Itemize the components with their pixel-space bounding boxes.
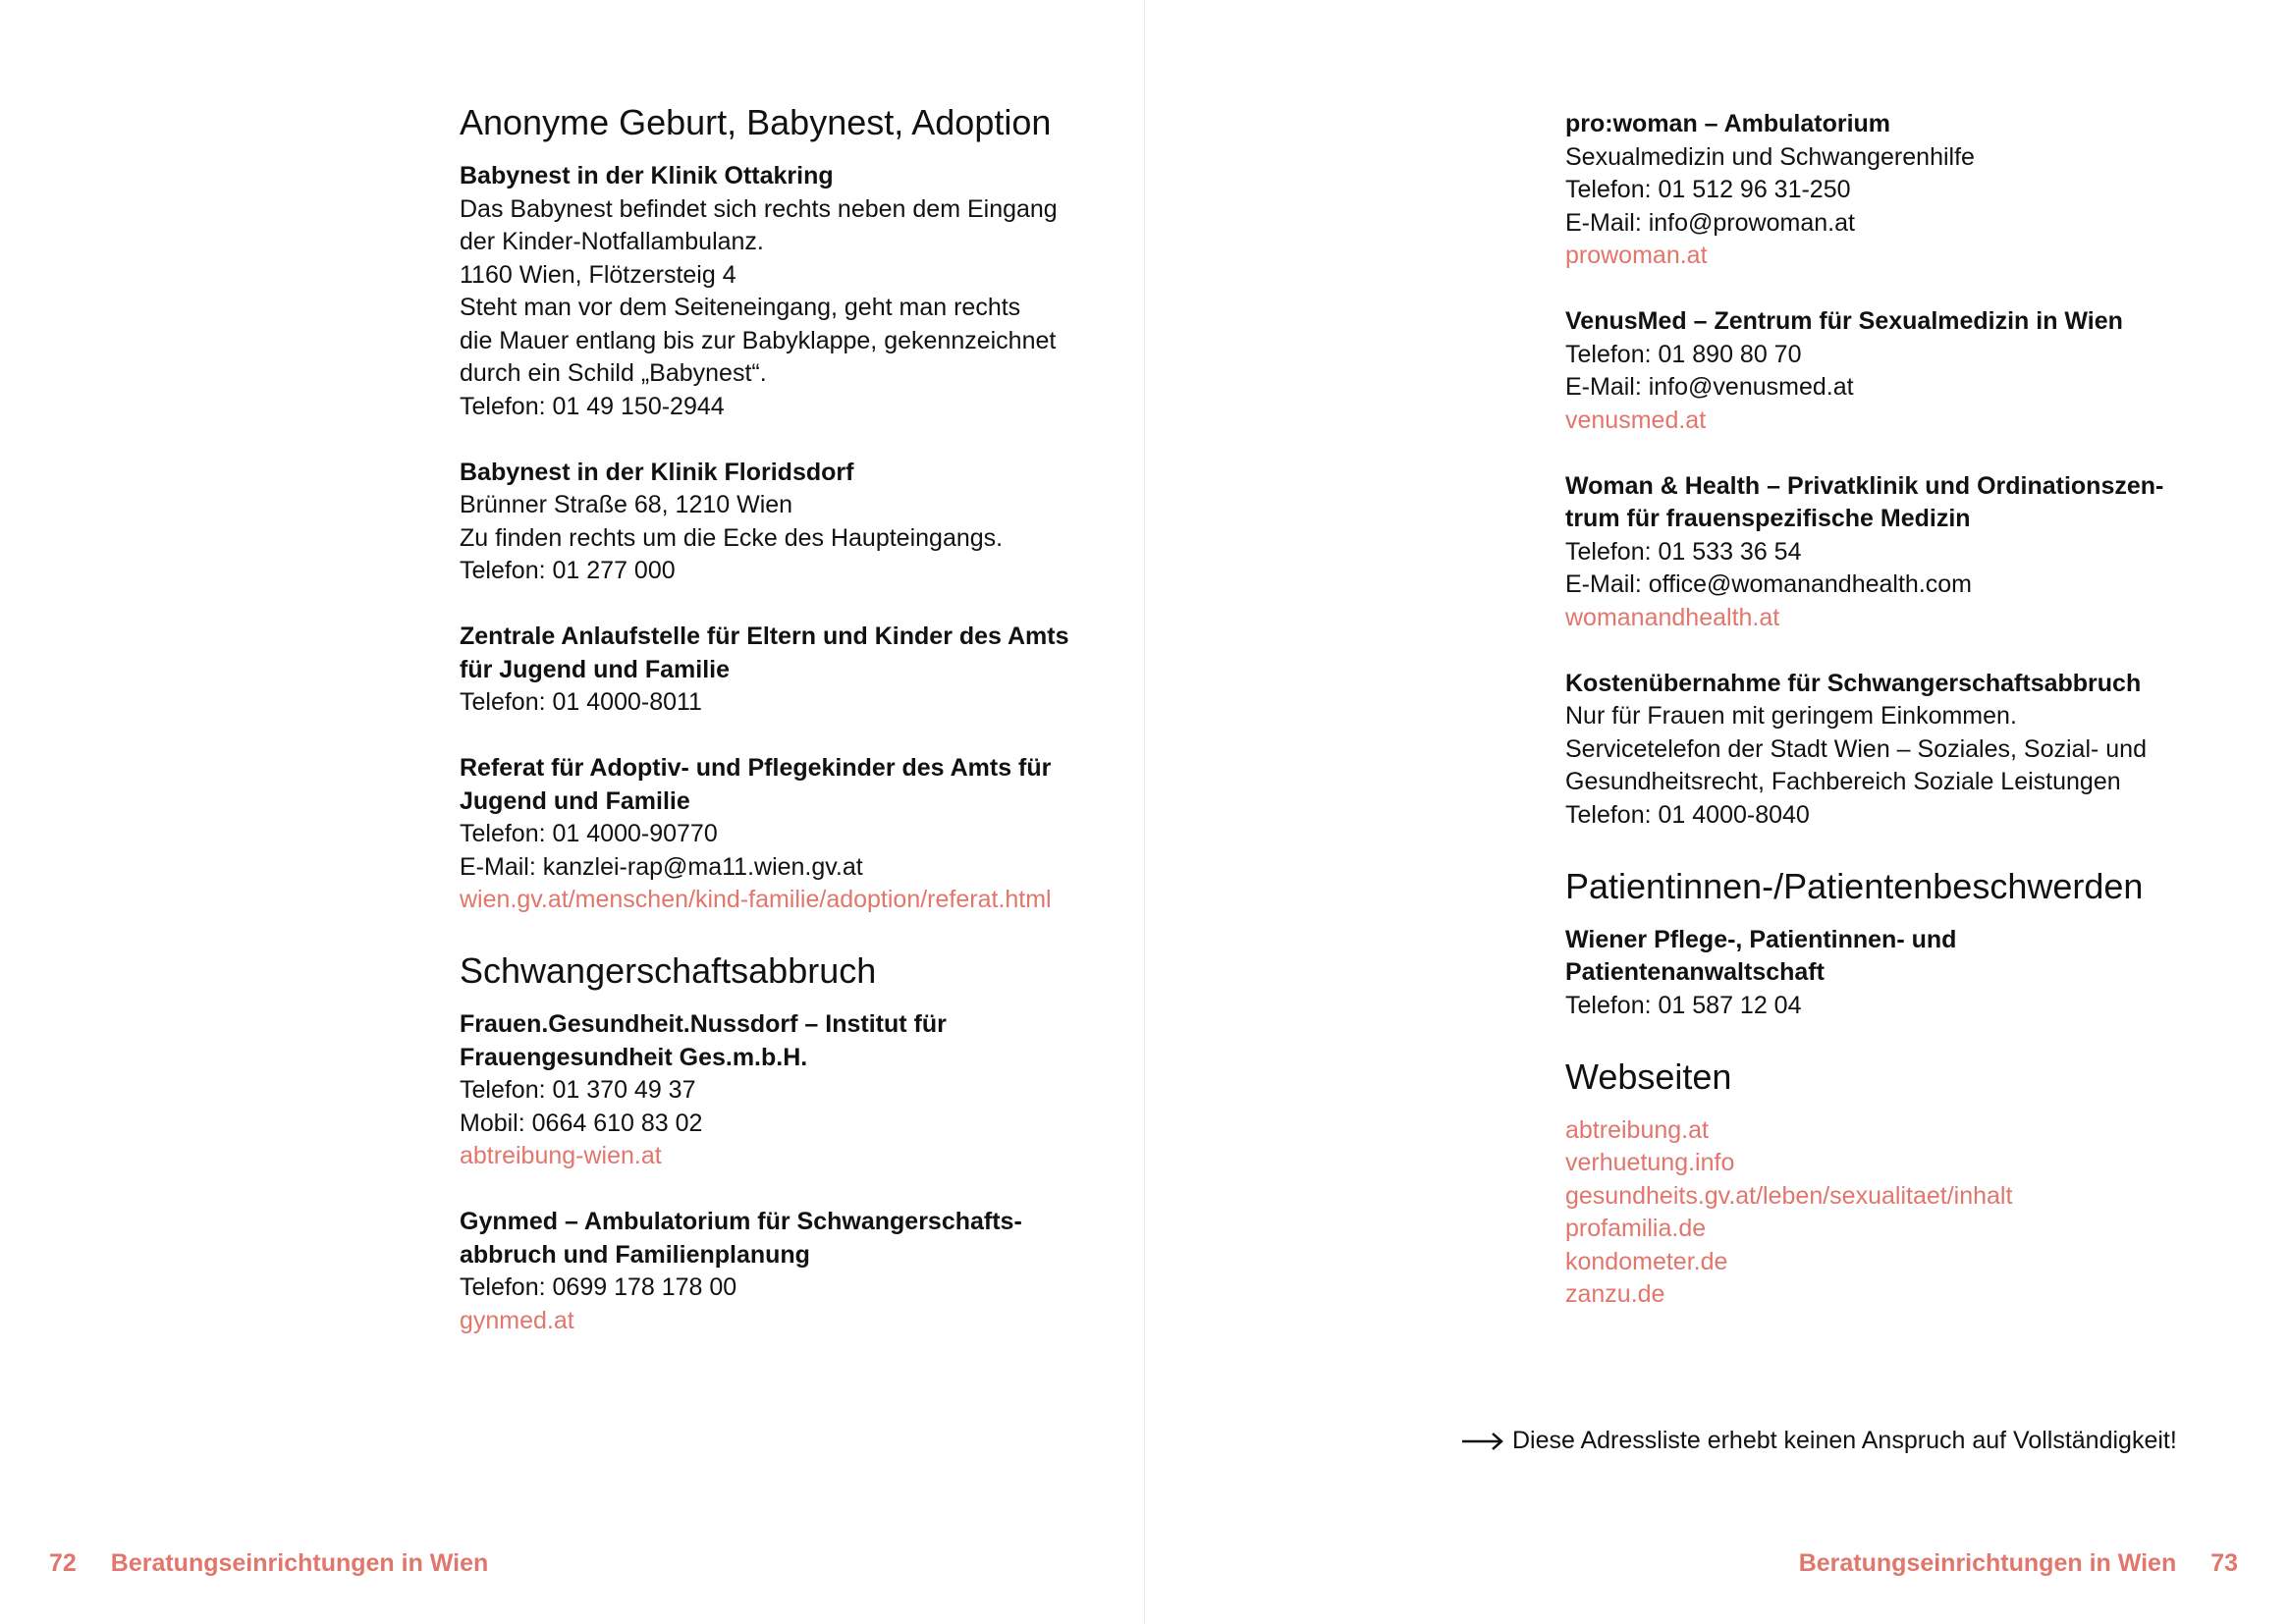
entry-link[interactable]: prowoman.at: [1565, 242, 1708, 269]
completeness-note: [1461, 1425, 2177, 1457]
entry-title: Jugend und Familie: [460, 786, 690, 815]
section-heading-beschwerden: Patientinnen-/Patientenbeschwerden: [1565, 865, 2144, 906]
entry-text: Zu finden rechts um die Ecke des Haupteingangs.: [460, 523, 1004, 552]
entry-venusmed: [1565, 305, 2194, 437]
entry-text: Das Babynest befindet sich rechts neben dem Eingang: [460, 194, 1058, 223]
entry-link[interactable]: venusmed.at: [1565, 406, 1707, 434]
entry-kostenuebernahme: [1565, 668, 2194, 833]
footer-right: [1799, 1547, 2238, 1580]
entry-phone: Telefon: 0699 178 178 00: [460, 1273, 737, 1301]
entry-mobile: Mobil: 0664 610 83 02: [460, 1109, 703, 1137]
section-heading-webseiten: Webseiten: [1565, 1056, 1732, 1097]
entry-patientenanwaltschaft: [1565, 924, 2194, 1023]
footer-title: Beratungseinrichtungen in Wien: [110, 1549, 489, 1577]
entry-text: der Kinder-Notfallambulanz.: [460, 228, 764, 255]
entry-phone: Telefon: 01 4000-90770: [460, 820, 718, 847]
entry-text: die Mauer entlang bis zur Babyklappe, gekennzeichnet: [460, 326, 1057, 354]
right-page: [1145, 0, 2289, 1624]
entry-link[interactable]: gynmed.at: [460, 1306, 574, 1334]
entry-phone: Telefon: 01 533 36 54: [1565, 537, 1802, 566]
website-link[interactable]: kondometer.de: [1565, 1247, 1728, 1275]
entry-phone: Telefon: 01 890 80 70: [1565, 340, 1802, 368]
section-heading-schwangerschaftsabbruch: Schwangerschaftsabbruch: [460, 950, 877, 991]
website-list: [1565, 1114, 2194, 1312]
entry-link[interactable]: wien.gv.at/menschen/kind-familie/adoption/referat.html: [460, 886, 1052, 913]
entry-title: Referat für Adoptiv- und Pflegekinder des Amts für: [460, 754, 1052, 782]
entry-zentrale-anlaufstelle: [460, 621, 1088, 720]
arrow-right-icon: [1461, 1432, 1504, 1451]
entry-email: E-Mail: info@prowoman.at: [1565, 208, 1855, 237]
entry-woman-and-health: [1565, 470, 2194, 635]
entry-phone: Telefon: 01 587 12 04: [1565, 991, 1802, 1019]
entry-referat-adoptiv: [460, 752, 1088, 917]
entry-text: Sexualmedizin und Schwangerenhilfe: [1565, 142, 1975, 171]
entry-title: Kostenübernahme für Schwangerschaftsabbruch: [1565, 669, 2142, 697]
entry-title: Woman & Health – Privatklinik und Ordinationszen-: [1565, 471, 2164, 500]
page-number: 72: [49, 1549, 77, 1577]
entry-text: durch ein Schild „Babynest“.: [460, 359, 767, 387]
entry-frauen-gesundheit-nussdorf: [460, 1008, 1088, 1173]
entry-phone: Telefon: 01 277 000: [460, 557, 676, 584]
entry-title: trum für frauenspezifische Medizin: [1565, 505, 1971, 532]
entry-phone: Telefon: 01 49 150-2944: [460, 392, 725, 420]
entry-email: E-Mail: kanzlei-rap@ma11.wien.gv.at: [460, 852, 863, 881]
website-link[interactable]: gesundheits.gv.at/leben/sexualitaet/inhalt: [1565, 1181, 2013, 1210]
entry-text: Servicetelefon der Stadt Wien – Soziales, Sozial- und: [1565, 734, 2147, 763]
entry-title: Patientenanwaltschaft: [1565, 958, 1825, 986]
entry-link[interactable]: abtreibung-wien.at: [460, 1142, 662, 1169]
left-content-column: [460, 101, 1088, 1371]
website-link[interactable]: abtreibung.at: [1565, 1115, 1709, 1144]
entry-babynest-floridsdorf: [460, 457, 1088, 588]
entry-address: Brünner Straße 68, 1210 Wien: [460, 491, 793, 518]
entry-address: 1160 Wien, Flötzersteig 4: [460, 260, 736, 289]
entry-phone: Telefon: 01 512 96 31-250: [1565, 176, 1851, 203]
entry-title: abbruch und Familienplanung: [460, 1240, 810, 1269]
entry-title: für Jugend und Familie: [460, 655, 731, 683]
entry-phone: Telefon: 01 370 49 37: [460, 1076, 696, 1104]
page-number: 73: [2210, 1549, 2238, 1577]
entry-link[interactable]: womanandhealth.at: [1565, 603, 1780, 631]
entry-phone: Telefon: 01 4000-8011: [460, 688, 702, 716]
website-link[interactable]: profamilia.de: [1565, 1215, 1707, 1242]
entry-title: pro:woman – Ambulatorium: [1565, 110, 1891, 137]
note-text: Diese Adressliste erhebt keinen Anspruch auf Vollständigkeit!: [1512, 1427, 2177, 1454]
footer-title: Beratungseinrichtungen in Wien: [1798, 1549, 2177, 1577]
entry-email: E-Mail: info@venusmed.at: [1565, 373, 1854, 401]
entry-title: Gynmed – Ambulatorium für Schwangerschafts-: [460, 1208, 1022, 1235]
entry-prowoman: [1565, 108, 2194, 273]
entry-title: Babynest in der Klinik Floridsdorf: [460, 458, 854, 486]
entry-text: Gesundheitsrecht, Fachbereich Soziale Leistungen: [1565, 768, 2121, 795]
section-heading-anonyme-geburt: Anonyme Geburt, Babynest, Adoption: [460, 102, 1052, 142]
footer-left: [49, 1547, 488, 1580]
website-link[interactable]: verhuetung.info: [1565, 1149, 1735, 1176]
entry-babynest-ottakring: [460, 160, 1088, 423]
entry-title: Frauen.Gesundheit.Nussdorf – Institut für: [460, 1010, 947, 1038]
left-page: [0, 0, 1144, 1624]
right-content-column: [1565, 108, 2194, 1312]
entry-title: Zentrale Anlaufstelle für Eltern und Kinder des Amts: [460, 623, 1069, 650]
entry-title: Wiener Pflege-, Patientinnen- und: [1565, 925, 1957, 953]
entry-text: Nur für Frauen mit geringem Einkommen.: [1565, 702, 2017, 730]
entry-title: VenusMed – Zentrum für Sexualmedizin in Wien: [1565, 307, 2123, 335]
website-link[interactable]: zanzu.de: [1565, 1280, 1665, 1308]
entry-gynmed: [460, 1206, 1088, 1337]
entry-title: Frauengesundheit Ges.m.b.H.: [460, 1043, 808, 1071]
entry-text: Steht man vor dem Seiteneingang, geht man rechts: [460, 294, 1021, 321]
entry-email: E-Mail: office@womanandhealth.com: [1565, 570, 1973, 598]
entry-phone: Telefon: 01 4000-8040: [1565, 800, 1810, 829]
entry-title: Babynest in der Klinik Ottakring: [460, 162, 834, 189]
